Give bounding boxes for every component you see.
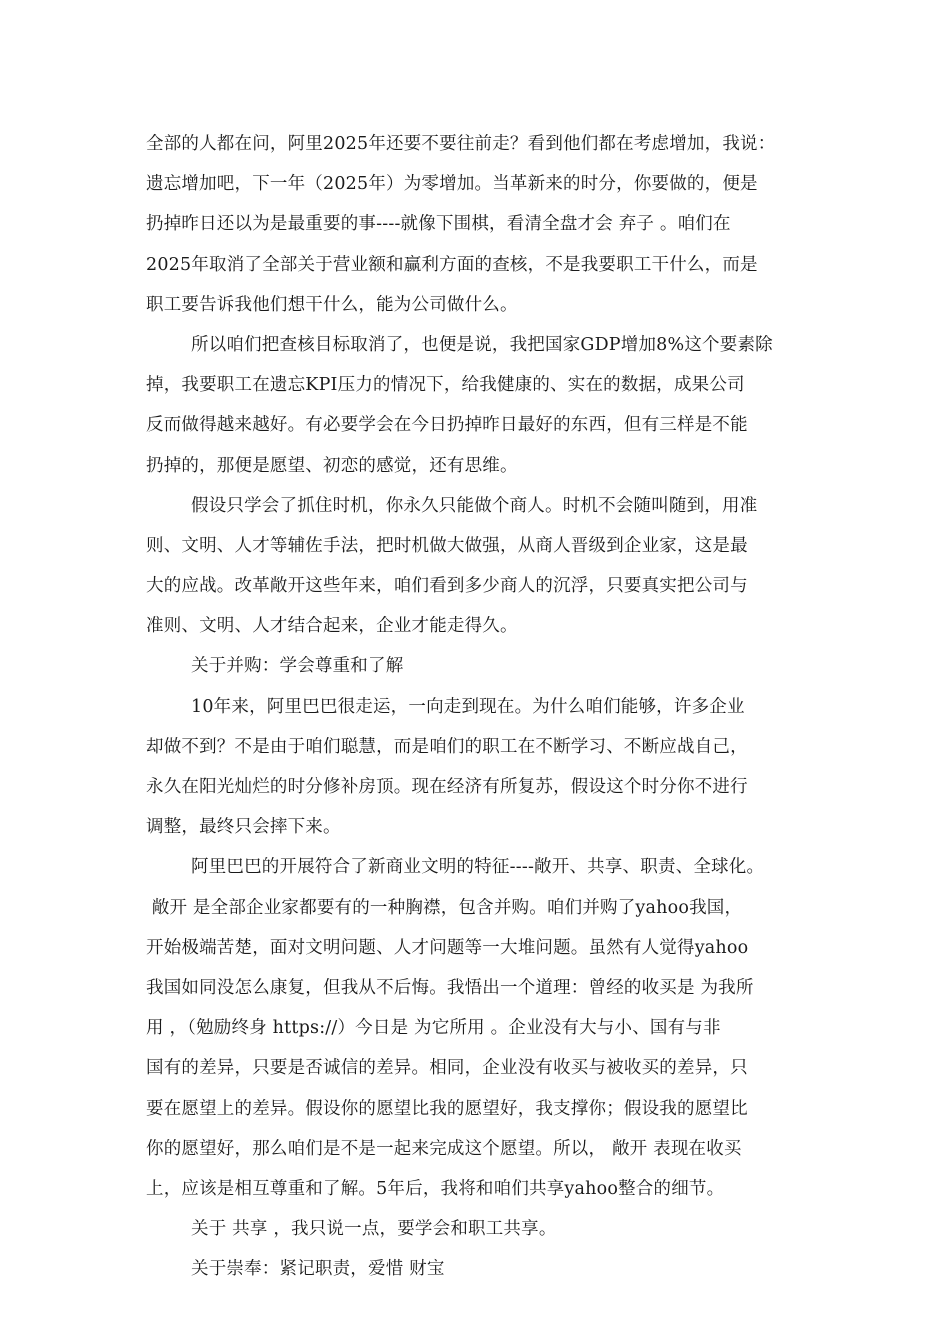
text-line: 永久在阳光灿烂的时分修补房顶。现在经济有所复苏，假设这个时分你不进行 [146, 777, 748, 797]
text-line: 所以咱们把查核目标取消了，也便是说，我把国家GDP增加8%这个要素除 [191, 334, 773, 355]
text-line: 阿里巴巴的开展符合了新商业文明的特征----敞开、共享、职责、全球化。 [191, 857, 765, 878]
text-line: 扔掉的，那便是愿望、初恋的感觉，还有思维。 [146, 455, 518, 476]
text-line: 大的应战。改革敞开这些年来，咱们看到多少商人的沉浮，只要真实把公司与 [146, 576, 748, 597]
text-line: 敞开 是全部企业家都要有的一种胸襟，包含并购。咱们并购了yahoo我国， [146, 897, 743, 918]
text-line: 我国如同没怎么康复，但我从不后悔。我悟出一个道理：曾经的收买是 为我所 [146, 977, 754, 998]
text-line: 却做不到？不是由于咱们聪慧，而是咱们的职工在不断学习、不断应战自己， [146, 736, 748, 757]
text-line: 2025年取消了全部关于营业额和赢利方面的查核，不是我要职工干什么，而是 [146, 254, 758, 275]
text-line: 关于 共享 ，我只说一点，要学会和职工共享。 [191, 1219, 557, 1240]
text-line: 掉，我要职工在遗忘KPI压力的情况下，给我健康的、实在的数据，成果公司 [146, 375, 745, 396]
text-line: 扔掉昨日还以为是最重要的事----就像下围棋，看清全盘才会 弃子 。咱们在 [146, 214, 731, 235]
text-line: 反而做得越来越好。有必要学会在今日扔掉昨日最好的东西，但有三样是不能 [146, 415, 748, 436]
text-line: 上，应该是相互尊重和了解。5年后，我将和咱们共享yahoo整合的细节。 [146, 1178, 725, 1199]
text-line: 要在愿望上的差异。假设你的愿望比我的愿望好，我支撑你；假设我的愿望比 [146, 1098, 748, 1119]
text-line: 准则、文明、人才结合起来，企业才能走得久。 [146, 616, 518, 637]
text-line: 10年来，阿里巴巴很走运，一向走到现在。为什么咱们能够，许多企业 [191, 696, 745, 717]
document-body [146, 124, 826, 1289]
text-line: 调整，最终只会摔下来。 [146, 817, 341, 838]
text-line: 用 ，（勉励终身 https://）今日是 为它所用 。企业没有大与小、国有与非 [146, 1018, 721, 1039]
text-line: 开始极端苦楚，面对文明问题、人才问题等一大堆问题。虽然有人觉得yahoo [146, 937, 749, 958]
text-line: 职工要告诉我他们想干什么，能为公司做什么。 [146, 294, 518, 315]
text-line: 关于崇奉：紧记职责，爱惜 财宝 [191, 1259, 445, 1280]
text-line: 则、文明、人才等辅佐手法，把时机做大做强，从商人晋级到企业家，这是最 [146, 535, 748, 556]
text-line: 假设只学会了抓住时机，你永久只能做个商人。时机不会随叫随到，用准 [191, 495, 758, 516]
text-line: 遗忘增加吧，下一年（2025年）为零增加。当革新来的时分，你要做的，便是 [146, 174, 758, 195]
text-line: 关于并购：学会尊重和了解 [191, 656, 404, 677]
text-line: 你的愿望好，那么咱们是不是一起来完成这个愿望。所以， 敞开 表现在收买 [146, 1138, 742, 1159]
text-line: 全部的人都在问，阿里2025年还要不要往前走？看到他们都在考虑增加，我说： [146, 134, 776, 154]
text-line: 国有的差异，只要是否诚信的差异。相同，企业没有收买与被收买的差异，只 [146, 1058, 748, 1079]
